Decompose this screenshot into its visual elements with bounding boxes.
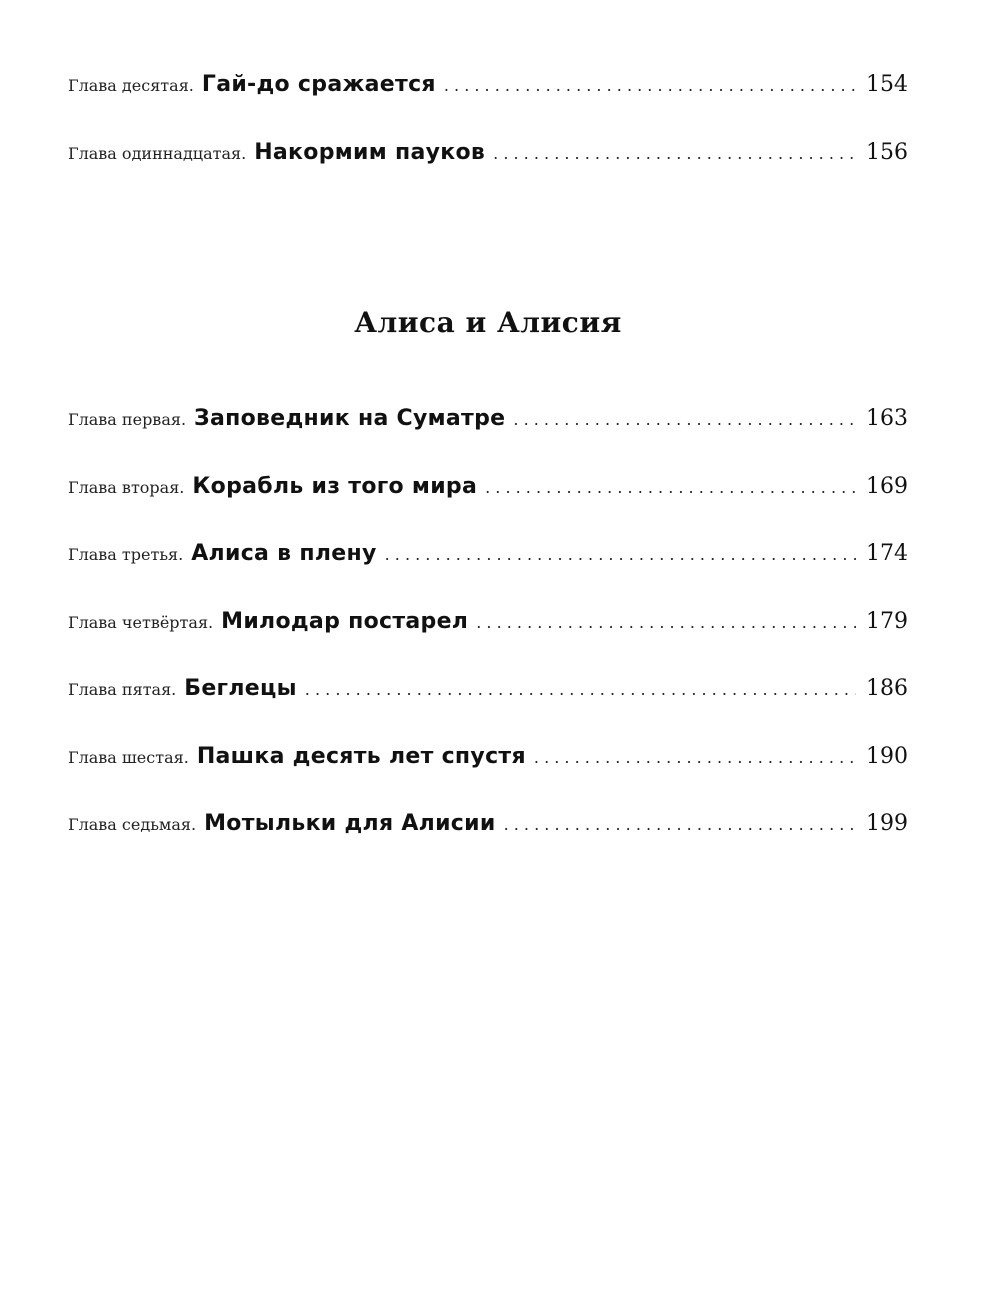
toc-entry bbox=[68, 541, 908, 609]
chapter-number: Глава пятая. bbox=[68, 680, 177, 699]
chapter-title: Беглецы bbox=[184, 676, 297, 701]
chapter-number: Глава шестая. bbox=[68, 747, 189, 767]
page-number: 190 bbox=[866, 743, 908, 769]
toc-entry bbox=[68, 811, 908, 879]
dot-leader bbox=[305, 680, 856, 699]
toc-entry bbox=[68, 140, 908, 208]
toc-entry bbox=[68, 744, 908, 812]
page-number: 156 bbox=[866, 140, 908, 165]
dot-leader bbox=[476, 613, 856, 632]
chapter-title: Алиса в плену bbox=[191, 541, 377, 566]
chapter-title: Накормим пауков bbox=[254, 140, 486, 165]
toc-continued-list bbox=[68, 72, 908, 208]
page-number: 179 bbox=[866, 608, 908, 634]
toc-entry bbox=[68, 609, 908, 677]
page-number: 163 bbox=[866, 406, 908, 431]
toc-entry bbox=[68, 406, 908, 474]
chapter-title: Гай-до сражается bbox=[201, 72, 436, 97]
dot-leader bbox=[493, 144, 856, 163]
chapter-number: Глава третья. bbox=[68, 545, 184, 564]
chapter-number: Глава одиннадцатая. bbox=[68, 144, 247, 163]
chapter-number: Глава первая. bbox=[68, 410, 187, 429]
dot-leader bbox=[385, 545, 856, 564]
page-number: 169 bbox=[866, 473, 908, 499]
chapter-title: Мотыльки для Алисии bbox=[204, 811, 496, 836]
chapter-number: Глава вторая. bbox=[68, 477, 185, 497]
toc-entry bbox=[68, 474, 908, 542]
chapter-title: Пашка десять лет спустя bbox=[196, 743, 526, 769]
dot-leader bbox=[534, 748, 856, 767]
chapter-number: Глава четвёртая. bbox=[68, 612, 214, 632]
page-number: 186 bbox=[866, 676, 908, 701]
dot-leader bbox=[513, 410, 856, 429]
chapter-title: Милодар постарел bbox=[221, 608, 469, 634]
dot-leader bbox=[444, 76, 856, 95]
chapter-number: Глава десятая. bbox=[68, 76, 194, 95]
chapter-title: Корабль из того мира bbox=[192, 473, 478, 499]
page-number: 154 bbox=[866, 72, 908, 97]
dot-leader bbox=[504, 815, 856, 834]
page-number: 174 bbox=[866, 541, 908, 566]
chapter-title: Заповедник на Суматре bbox=[194, 406, 506, 431]
toc-entry bbox=[68, 676, 908, 744]
toc-section-list bbox=[68, 406, 908, 879]
dot-leader bbox=[485, 478, 856, 497]
section-title: Алиса и Алисия bbox=[354, 306, 622, 339]
chapter-number: Глава седьмая. bbox=[68, 815, 197, 834]
page-number: 199 bbox=[866, 811, 908, 836]
toc-entry bbox=[68, 72, 908, 140]
